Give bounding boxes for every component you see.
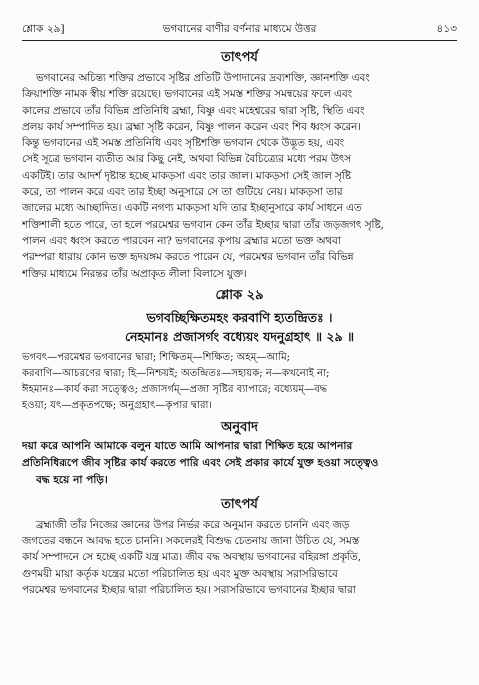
synonyms [22,350,457,414]
page-body [22,48,457,598]
translation-heading: অনুবাদ [221,419,258,435]
purport-heading: তাৎপর্য [221,496,258,512]
header-chapter-title: ভগবানের বাণীর বর্ণনার মাধ্যমে উত্তর [162,23,317,35]
page-number: ৪১৩ [436,23,457,35]
text-line: পরমেশ্বর ভগবানের ইচ্ছার দ্বারা পরিচালিত হয়। সরাসরিভাবে ভগবানের ইচ্ছার দ্বারা [22,584,356,597]
header-rule [22,40,457,41]
translation-line: বদ্ধ হয়ে না পড়ি। [36,473,108,486]
synonym-line: করবাণি—আচরণের দ্বারা; হি—নিশ্চয়ই; অতন্দ্রিতঃ—সহায়ক; ন—কখনোই না; [22,367,330,379]
text-line: শক্তিশালী হতে পারে, তা হলে পরমেশ্বর ভগবান কেন তাঁর ইচ্ছার দ্বারা তাঁর জড়জগৎ সৃষ্টি, [22,218,384,231]
text-line: সেই সূত্রে ভগবান ব্যতীত আর কিছু নেই, অথবা বিভিন্ন বৈচিত্র্যের মধ্যে পরম উৎস [22,153,352,166]
text-line: শক্তির মাধ্যমে নিরন্তর তাঁর অপ্রাকৃত লীলা বিলাসে যুক্ত। [22,267,247,280]
text-line: কালের প্রভাবে তাঁর বিভিন্ন প্রতিনিধি ব্রহ্মা, বিষ্ণু এবং মহেশ্বরের দ্বারা সৃষ্টি, স্থিতি এবং [22,104,365,117]
text-line: পরম্পরা ধারায় কোন ভক্ত হৃদয়ঙ্গম করতে পারেন যে, পরমেশ্বর ভগবান তাঁর বিভিন্ন [22,251,354,264]
header-verse-ref: শ্লোক ২৯] [22,23,65,35]
verse-line: নেহমানঃ প্রজাসর্গং বধ্যেয়ং যদনুগ্রহাৎ ॥ ২৯ ॥ [124,328,355,344]
text-line: প্রলয় কার্য সম্পাদিত হয়। ব্রহ্মা সৃষ্টি করেন, বিষ্ণু পালন করেন এবং শিব ধ্বংস করেন। [22,120,361,133]
text-line: ক্রিয়াশক্তি নামক স্বীয় শক্তি রয়েছে। ভগবানের এই সমস্ত শক্তির সমন্বয়ের ফলে এবং [22,88,353,101]
translation [22,438,457,489]
text-line: ভগবানের অচিন্ত্য শক্তির প্রভাবে সৃষ্টির প্রতিটি উপাদানের দ্রব্যশক্তি, জ্ঞানশক্তি এবং [36,72,370,84]
synonym-line: হওয়া; যৎ—প্রকৃতপক্ষে; অনুগ্রহাৎ—কৃপার দ্বারা। [22,399,213,411]
verse-line: ভগবচ্ছিক্ষিতমহং করবাণি হ্যতন্দ্রিতঃ । [146,309,333,325]
synonym-line: ভগবৎ—পরমেশ্বর ভগবানের দ্বারা; শিক্ষিতম্—শিক্ষিত; অহম্—আমি; [22,351,291,363]
text-line: একটিই। তার আদর্শ দৃষ্টান্ত হচ্ছে মাকড়সা এবং তার জাল। মাকড়সা সেই জাল সৃষ্টি [22,169,351,182]
purport-paragraph [22,517,457,598]
translation-line: দয়া করে আপনি আমাকে বলুন যাতে আমি আপনার দ্বারা শিক্ষিত হয়ে আপনার [22,439,353,452]
text-line: জালের মধ্যে আচ্ছাদিত। একটি নগণ্য মাকড়সা যদি তার ইচ্ছানুসারে কার্য সাধনে এত [22,202,362,215]
text-line: ব্রহ্মাজী তাঁর নিজের জ্ঞানের উপর নির্ভর করে অনুমান করতে চাননি এবং জড় [36,518,350,531]
verse-heading: শ্লোক ২৯ [215,287,264,303]
synonym-line: ঈহমানঃ—কার্য করা সত্ত্বেও; প্রজাসর্গম্—প্রজা সৃষ্টির ব্যাপারে; বধ্যেয়ম্—বদ্ধ [22,383,328,395]
text-line: কিন্তু ভগবানের এই সমস্ত প্রতিনিধি এবং সৃষ্টিশক্তি ভগবান থেকে উদ্ভূত হয়, এবং [22,137,345,150]
text-line: করে, তা পালন করে এবং তার ইচ্ছা অনুসারে সে তা গুটিয়ে নেয়। মাকড়সা তার [22,186,343,199]
running-header [22,22,457,40]
purport-heading: তাৎপর্য [221,50,258,65]
text-line: গুণময়ী মায়া কর্তৃক যন্ত্রের মতো পরিচালিত হয় এবং মুক্ত অবস্থায় সরাসরিভাবে [22,567,338,580]
text-line: কার্য সম্পাদনে সে হচ্ছে একটি যন্ত্র মাত্র। জীব বদ্ধ অবস্থায় ভগবানের বহিরঙ্গা প্রকৃতি, [22,551,361,564]
text-line: জগতের বন্ধনে আবদ্ধ হতে চাননি। সকলেরই বিশুদ্ধ চেতনায় জানা উচিত যে, সমস্ত [22,535,360,548]
purport-paragraph [22,70,457,282]
translation-line: প্রতিনিধিরূপে জীব সৃষ্টির কার্য করতে পারি এবং সেই প্রকার কার্যে যুক্ত হওয়া সত্ত্বেও [22,456,379,469]
text-line: পালন এবং ধ্বংস করতে পারবেন না? ভগবানের কৃপায় ব্রহ্মার মতো ভক্ত অথবা [22,234,341,247]
